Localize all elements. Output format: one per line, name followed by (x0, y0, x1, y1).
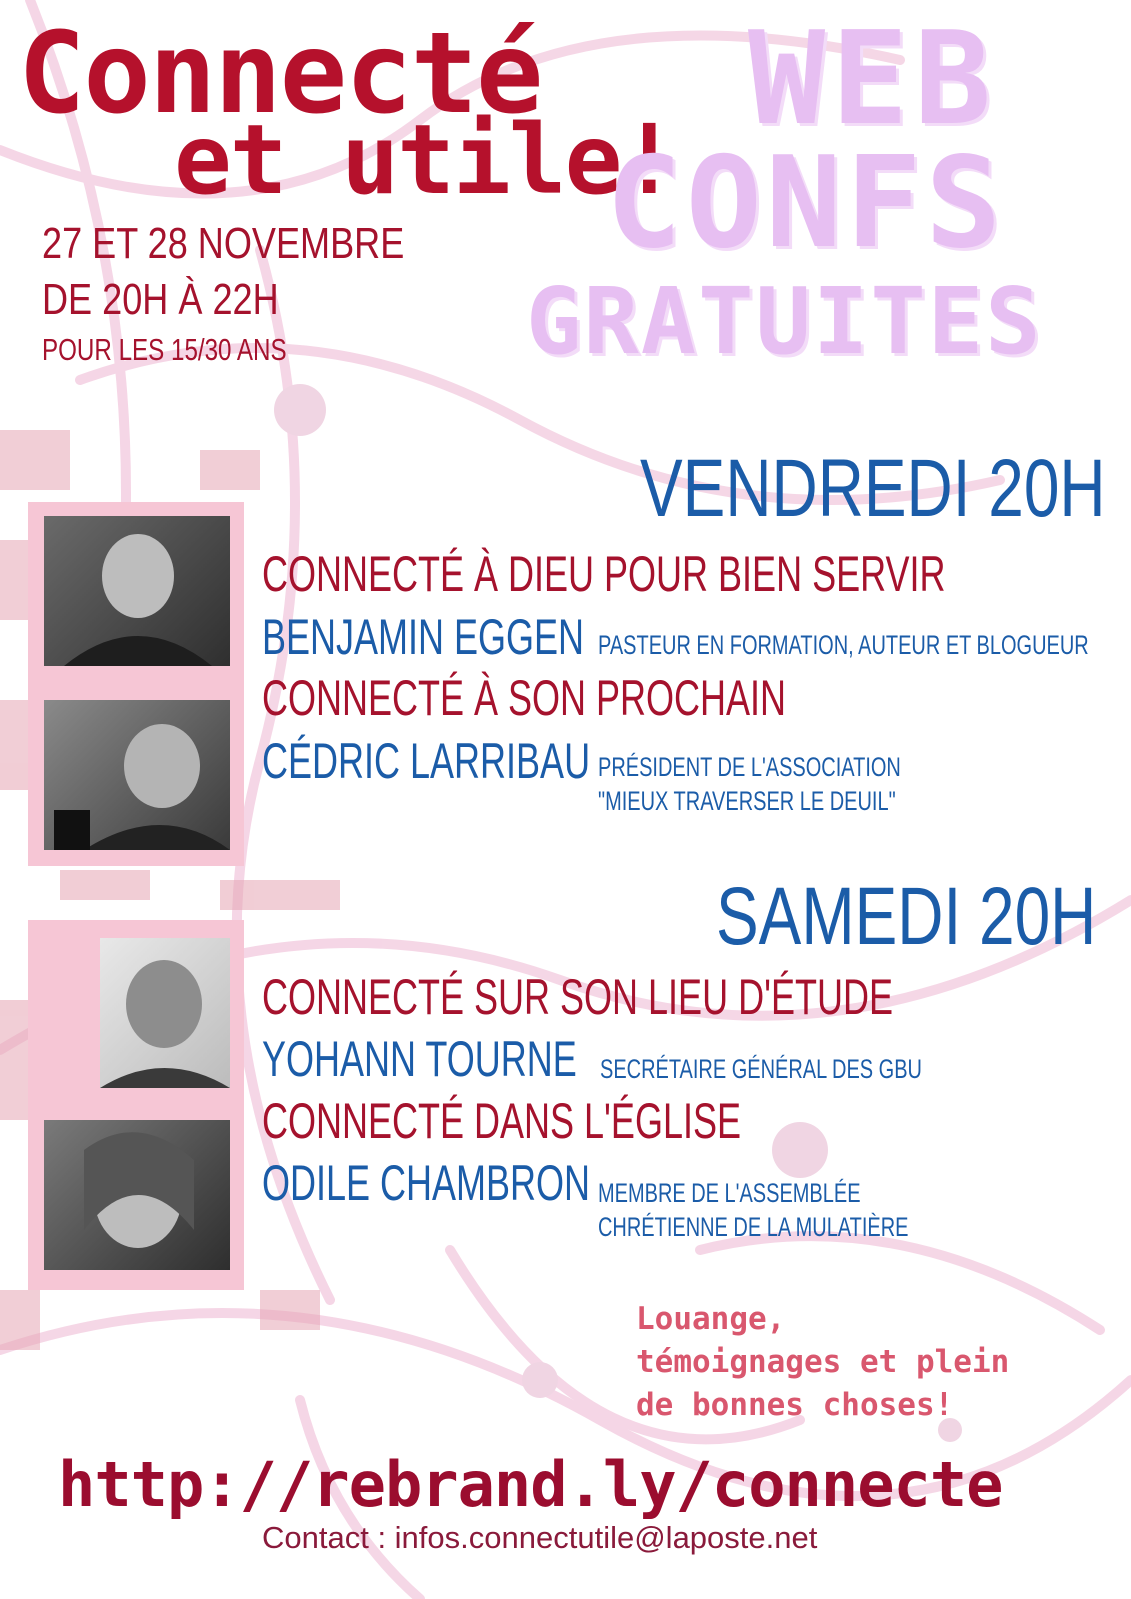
friday-talk2-role-line1: PRÉSIDENT DE L'ASSOCIATION (598, 752, 901, 782)
friday-talk1-title: CONNECTÉ À DIEU POUR BIEN SERVIR (262, 546, 946, 602)
friday-talk2-title: CONNECTÉ À SON PROCHAIN (262, 670, 787, 726)
extras-line3: de bonnes choses! (636, 1387, 954, 1423)
speaker-photo-odile (44, 1120, 230, 1270)
friday-talk2-speaker: CÉDRIC LARRIBAU (262, 733, 591, 789)
saturday-talk1-title: CONNECTÉ SUR SON LIEU D'ÉTUDE (262, 969, 893, 1025)
event-hours: DE 20H À 22H (42, 275, 279, 324)
saturday-talk1-speaker: YOHANN TOURNE (262, 1031, 577, 1087)
event-dates: 27 ET 28 NOVEMBRE (42, 219, 405, 268)
saturday-talk2-role-line2: CHRÉTIENNE DE LA MULATIÈRE (598, 1212, 909, 1242)
event-title-line2: et utile! (174, 104, 677, 216)
speaker-photo-yohann (100, 938, 230, 1088)
speaker-photo-cedric (44, 700, 230, 850)
extras-line1: Louange, (636, 1301, 786, 1337)
badge-confs: CONFS (606, 129, 1006, 276)
saturday-heading: SAMEDI 20H (716, 871, 1097, 962)
badge-gratuites: GRATUITES (526, 268, 1043, 375)
saturday-talk1-role: SECRÉTAIRE GÉNÉRAL DES GBU (600, 1054, 922, 1084)
speaker-photo-benjamin (44, 516, 230, 666)
friday-talk1-speaker: BENJAMIN EGGEN (262, 609, 585, 665)
friday-talk1-role: PASTEUR EN FORMATION, AUTEUR ET BLOGUEUR (598, 630, 1089, 660)
friday-talk2-role-line2: "MIEUX TRAVERSER LE DEUIL" (598, 786, 896, 816)
event-audience: POUR LES 15/30 ANS (42, 332, 287, 367)
registration-url[interactable]: http://rebrand.ly/connecte (58, 1448, 1003, 1521)
badge-web: WEB (748, 5, 998, 154)
contact-email[interactable]: Contact : infos.connectutile@laposte.net (262, 1520, 818, 1555)
extras-line2: témoignages et plein (636, 1344, 1010, 1380)
saturday-talk2-title: CONNECTÉ DANS L'ÉGLISE (262, 1093, 741, 1149)
friday-heading: VENDREDI 20H (640, 443, 1106, 534)
saturday-talk2-speaker: ODILE CHAMBRON (262, 1155, 591, 1211)
event-title-line1: Connecté (18, 9, 542, 139)
saturday-talk2-role-line1: MEMBRE DE L'ASSEMBLÉE (598, 1178, 861, 1208)
